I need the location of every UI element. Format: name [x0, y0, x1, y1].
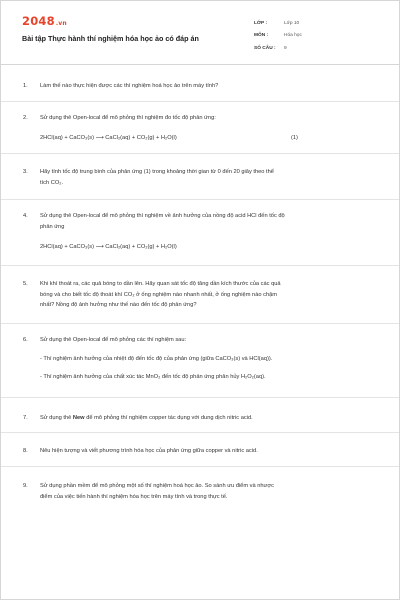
question-line: phản ứng: [40, 223, 65, 230]
header: [1, 1, 399, 65]
question-text: [40, 81, 360, 92]
question-text: [40, 446, 360, 457]
question-line: điểm của việc tiến hành thí nghiệm hóa học trên máy tính và trong thực tế.: [40, 493, 228, 500]
separator: [1, 101, 399, 102]
document-meta: [254, 17, 302, 55]
question-line: Khi khí thoát ra, các quả bóng to dần lên. Hãy quan sát tốc độ tăng dần kích thước của các quả: [40, 281, 281, 287]
question-line: tích CO₂.: [40, 179, 64, 186]
question-number: 8.: [23, 448, 28, 454]
separator: [1, 199, 399, 200]
meta-row-subject: [254, 30, 302, 43]
question-line: Sử dụng phần mềm để mô phỏng một số thí nghiệm hoá học ảo. So sánh ưu điểm và nhược: [40, 483, 274, 489]
question-text: [40, 167, 360, 188]
question-text: [40, 113, 360, 124]
question-number: 4.: [23, 213, 28, 219]
question-number: 7.: [23, 415, 28, 421]
separator: [1, 323, 399, 324]
separator: [1, 153, 399, 154]
question-text: [40, 279, 360, 311]
new-tab-keyword: New: [72, 415, 85, 421]
question-number: 2.: [23, 115, 28, 121]
document-title: Bài tập Thực hành thí nghiệm hóa học ảo có đáp án: [22, 34, 199, 43]
question-number: 5.: [23, 281, 28, 287]
separator: [1, 265, 399, 266]
meta-row-count: [254, 42, 302, 55]
question-line: Sử dụng thẻ Open-local để mô phỏng thí nghiệm về ảnh hưởng của nồng độ acid HCl đến tốc độ: [40, 213, 285, 219]
question-line: - Thí nghiệm ảnh hưởng của chất xúc tác MnO₂ đến tốc độ phản ứng phân hủy H₂O₂(aq).: [40, 374, 266, 380]
equation-tag: (1): [291, 135, 298, 141]
question-line: Hãy tính tốc độ trung bình của phản ứng (1) trong khoảng thời gian từ 0 đến 20 giây theo thể: [40, 169, 274, 175]
logo[interactable]: [22, 14, 67, 28]
question-text: [40, 335, 360, 383]
meta-label: MÔN :: [254, 33, 269, 39]
meta-value: 9: [284, 45, 287, 51]
meta-row-class: [254, 17, 302, 30]
question-number: 6.: [23, 337, 28, 343]
question-number: 1.: [23, 83, 28, 89]
question-line: Sử dụng thẻ Open-local để mô phỏng các thí nghiệm sau:: [40, 337, 187, 343]
question-line: bóng và cho biết tốc độ thoát khí CO₂ ở ống nghiệm nào nhanh nhất, ở ống nghiệm nào chậm: [40, 291, 278, 298]
question-text-part: để mô phỏng thí nghiệm copper tác dụng với dung dịch nitric acid.: [84, 415, 253, 421]
meta-label: SỐ CÂU :: [254, 45, 276, 51]
question-line: Nêu hiện tượng và viết phương trình hóa học của phản ứng giữa copper và nitric acid.: [40, 448, 258, 454]
separator: [1, 432, 399, 433]
chemical-equation: 2HCl(aq) + CaCO₃(s) ⟶ CaCl₂(aq) + CO₂(g) + H₂O(l): [40, 244, 177, 250]
question-text-part: Sử dụng thẻ: [40, 415, 73, 421]
question-line: nhất? Nồng độ ảnh hưởng như thế nào đến tốc độ phản ứng?: [40, 302, 197, 308]
question-line: Sử dụng thẻ Open-local để mô phỏng thí nghiệm đo tốc độ phản ứng:: [40, 115, 216, 121]
question-number: 9.: [23, 483, 28, 489]
meta-label: LỚP :: [254, 20, 268, 26]
question-line: Làm thế nào thực hiện được các thí nghiệm hoá học ảo trên máy tính?: [40, 83, 219, 89]
chemical-equation: 2HCl(aq) + CaCO₃(s) ⟶ CaCl₂(aq) + CO₂(g) + H₂O(l): [40, 135, 177, 141]
logo-text: 2048: [22, 14, 55, 28]
question-text: [40, 481, 360, 502]
separator: [1, 466, 399, 467]
question-line: - Thí nghiệm ảnh hưởng của nhiệt độ đến tốc độ của phản ứng (giữa CaCO₃(s) và HCl(aq)).: [40, 355, 273, 362]
separator: [1, 397, 399, 398]
logo-suffix: .vn: [55, 20, 67, 27]
question-line: [40, 413, 360, 424]
meta-value: Hóa học: [284, 33, 302, 39]
question-number: 3.: [23, 169, 28, 175]
meta-value: Lớp 10: [284, 20, 300, 26]
question-text: [40, 413, 360, 424]
question-text: [40, 211, 360, 232]
